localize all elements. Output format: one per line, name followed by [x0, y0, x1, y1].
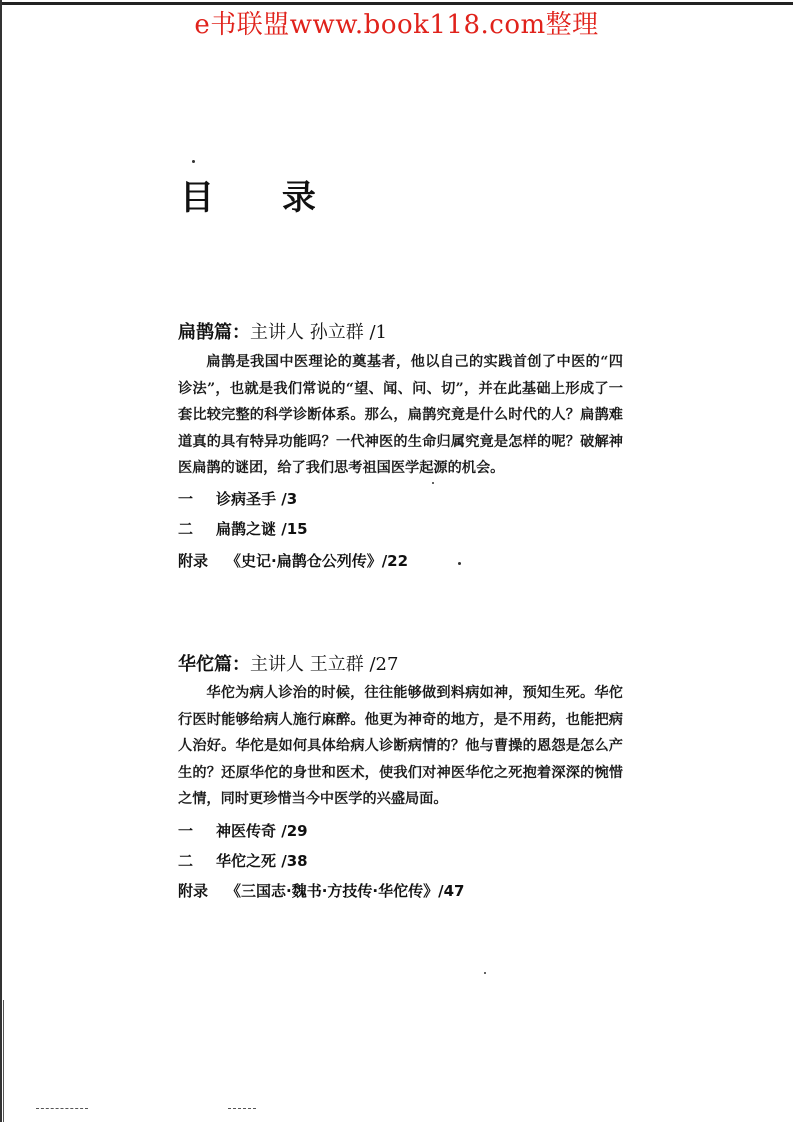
toc-entry	[178, 820, 308, 841]
scan-bottom-mark	[228, 1108, 256, 1110]
scan-speck	[192, 160, 195, 163]
entry-text: 华佗之死 /38	[216, 852, 308, 870]
section-lecturer: 主讲人 孙立群 /1	[250, 322, 387, 343]
section-summary: 华佗为病人诊治的时候，往往能够做到料病如神，预知生死。华佗行医时能够给病人施行麻醉。他更为神奇的地方，是不用药，也能把病人治好。华佗是如何具体给病人诊断病情的？他与曹操的恩怨是怎么产生的？还原华佗的身世和医术，使我们对神医华佗之死抱着深深的惋惜之情，同时更珍惜当今中医学的兴盛局面。	[178, 685, 623, 807]
appendix-label: 附录	[178, 882, 209, 900]
appendix-text: 《史记·扁鹊仓公列传》/22	[226, 552, 409, 570]
section-lecturer: 主讲人 王立群 /27	[250, 654, 399, 675]
entry-text: 诊病圣手 /3	[216, 490, 298, 508]
toc-entry	[178, 488, 297, 509]
appendix-label: 附录	[178, 552, 209, 570]
section-name: 扁鹊篇：	[178, 322, 250, 343]
entry-text: 神医传奇 /29	[216, 822, 308, 840]
watermark-text: e书联盟www.book118.com整理	[194, 10, 599, 40]
toc-entry	[178, 518, 308, 539]
entry-number: 一	[178, 490, 194, 508]
toc-appendix	[178, 880, 464, 901]
scan-speck	[432, 482, 434, 484]
entry-number: 一	[178, 822, 194, 840]
scan-left-edge-mark	[3, 1000, 4, 1122]
toc-appendix	[178, 550, 408, 571]
entry-number: 二	[178, 520, 194, 538]
scan-speck	[458, 562, 461, 565]
page-title: 目 录	[180, 178, 344, 218]
appendix-text: 《三国志·魏书·方技传·华佗传》/47	[226, 882, 465, 900]
scan-bottom-mark	[36, 1108, 88, 1110]
section-heading	[178, 318, 387, 344]
section-heading	[178, 650, 398, 676]
scan-left-edge	[0, 0, 2, 1122]
scan-speck	[484, 972, 486, 974]
section-name: 华佗篇：	[178, 654, 250, 675]
toc-entry	[178, 850, 308, 871]
entry-text: 扁鹊之谜 /15	[216, 520, 308, 538]
section-summary: 扁鹊是我国中医理论的奠基者，他以自己的实践首创了中医的“四诊法”，也就是我们常说的“望、闻、问、切”，并在此基础上形成了一套比较完整的科学诊断体系。那么，扁鹊究竟是什么时代的人？扁鹊难道真的具有特异功能吗？一代神医的生命归属究竟是怎样的呢？破解神医扁鹊的谜团，给了我们思考祖国医学起源的机会。	[178, 354, 623, 476]
entry-number: 二	[178, 852, 194, 870]
